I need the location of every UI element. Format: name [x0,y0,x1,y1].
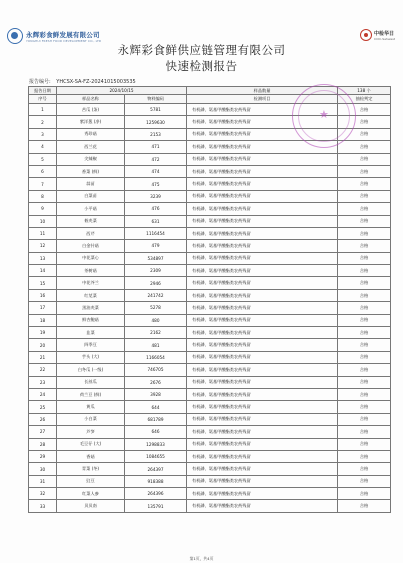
row-sample-name: 香菇 [57,450,125,462]
row-test-item: 有机磷、氨基甲酸酯类农药残留 [187,227,338,239]
table-row [29,475,391,487]
row-seq: 15 [29,277,57,289]
row-sample-name: 苦瓜 (条) [57,103,125,115]
row-seq: 30 [29,463,57,475]
row-sample-name: 白冬瓜 (一级) [57,364,125,376]
row-seq: 9 [29,203,57,215]
row-material-code: 918388 [125,475,187,487]
row-sample-name: 芦笋 [57,426,125,438]
row-seq: 21 [29,351,57,363]
row-test-item: 有机磷、氨基甲酸酯类农药残留 [187,103,338,115]
row-result: 合格 [338,289,391,301]
row-test-item: 有机磷、氨基甲酸酯类农药残留 [187,215,338,227]
row-test-item: 有机磷、氨基甲酸酯类农药残留 [187,413,338,425]
table-row [29,116,391,128]
row-seq: 18 [29,314,57,326]
row-test-item: 有机磷、氨基甲酸酯类农药残留 [187,500,338,512]
row-seq: 1 [29,103,57,115]
row-sample-name: 红苋菜 [57,289,125,301]
row-material-code: 2153 [125,128,187,140]
row-material-code: 3928 [125,388,187,400]
table-row [29,438,391,450]
row-material-code: 2162 [125,327,187,339]
row-seq: 28 [29,438,57,450]
partner-logo-english: CCIC-Sehwest [374,36,395,41]
row-result: 合格 [338,302,391,314]
row-result: 合格 [338,240,391,252]
row-result: 合格 [338,128,391,140]
table-row [29,128,391,140]
table-row [29,103,391,115]
table-row [29,302,391,314]
row-seq: 23 [29,376,57,388]
row-test-item: 有机磷、氨基甲酸酯类农药残留 [187,128,338,140]
row-sample-name: 毛豆仔 (大) [57,438,125,450]
row-sample-name: 小白菜 [57,413,125,425]
row-material-code: 135791 [125,500,187,512]
row-seq: 19 [29,327,57,339]
row-test-item: 有机磷、氨基甲酸酯类农药残留 [187,463,338,475]
row-material-code: 5781 [125,103,187,115]
row-test-item: 有机磷、氨基甲酸酯类农药残留 [187,475,338,487]
row-result: 合格 [338,426,391,438]
row-result: 合格 [338,227,391,239]
row-sample-name: 香菜 (鲜) [57,165,125,177]
row-material-code: 264397 [125,463,187,475]
row-sample-name: 西芹 [57,227,125,239]
row-sample-name: 韭菜 [57,327,125,339]
results-table [28,86,391,513]
table-row [29,463,391,475]
row-test-item: 有机磷、氨基甲酸酯类农药残留 [187,203,338,215]
row-material-code: 472 [125,153,187,165]
table-row [29,252,391,264]
row-material-code: 3239 [125,190,187,202]
column-header-code: 物料编码 [125,95,187,104]
report-number-value: YHCSX-SA-FZ-20241015003535 [56,79,136,85]
row-material-code: 474 [125,165,187,177]
row-result: 合格 [338,203,391,215]
row-sample-name: 黑油麦菜 [57,302,125,314]
row-result: 合格 [338,153,391,165]
table-row [29,426,391,438]
row-material-code: 534897 [125,252,187,264]
row-seq: 6 [29,165,57,177]
table-row [29,178,391,190]
row-material-code: 241742 [125,289,187,301]
row-seq: 5 [29,153,57,165]
row-material-code: 2676 [125,376,187,388]
table-row [29,376,391,388]
row-result: 合格 [338,413,391,425]
partner-logo-name: 中检华日 [374,30,395,37]
row-test-item: 有机磷、氨基甲酸酯类农药残留 [187,165,338,177]
row-result: 合格 [338,314,391,326]
row-material-code: 1084655 [125,450,187,462]
row-material-code: 480 [125,314,187,326]
row-test-item: 有机磷、氨基甲酸酯类农药残留 [187,450,338,462]
row-material-code: 471 [125,141,187,153]
row-result: 合格 [338,178,391,190]
row-test-item: 有机磷、氨基甲酸酯类农药残留 [187,289,338,301]
table-row [29,227,391,239]
row-test-item: 有机磷、氨基甲酸酯类农药残留 [187,178,338,190]
row-seq: 12 [29,240,57,252]
row-sample-name: 荷兰豆 (鲜) [57,388,125,400]
row-result: 合格 [338,277,391,289]
row-seq: 22 [29,364,57,376]
company-title: 永辉彩食鲜供应链管理有限公司 [117,43,286,57]
column-header-name: 样品名称 [57,95,125,104]
row-test-item: 有机磷、氨基甲酸酯类农药残留 [187,364,338,376]
row-seq: 29 [29,450,57,462]
row-result: 合格 [338,463,391,475]
row-test-item: 有机磷、氨基甲酸酯类农药残留 [187,438,338,450]
row-test-item: 有机磷、氨基甲酸酯类农药残留 [187,339,338,351]
row-seq: 2 [29,116,57,128]
row-sample-name: 中花菜心 [57,252,125,264]
row-test-item: 有机磷、氨基甲酸酯类农药残留 [187,327,338,339]
row-test-item: 有机磷、氨基甲酸酯类农药残留 [187,376,338,388]
row-sample-name: 白菜苗 [57,190,125,202]
row-sample-name: 四季豆 [57,339,125,351]
report-date-label: 报告日期 [29,87,57,95]
report-info-row [29,87,391,95]
row-test-item: 有机磷、氨基甲酸酯类农药残留 [187,401,338,413]
row-sample-name: 小平菇 [57,203,125,215]
row-result: 合格 [338,500,391,512]
row-material-code: 1116454 [125,227,187,239]
row-test-item: 有机磷、氨基甲酸酯类农药残留 [187,190,338,202]
table-row [29,277,391,289]
row-seq: 27 [29,426,57,438]
table-row [29,364,391,376]
row-sample-name: 秀珍菇 [57,128,125,140]
row-test-item: 有机磷、氨基甲酸酯类农药残留 [187,116,338,128]
row-result: 合格 [338,190,391,202]
row-material-code: 264396 [125,488,187,500]
row-result: 合格 [338,364,391,376]
row-seq: 20 [29,339,57,351]
row-result: 合格 [338,401,391,413]
table-row [29,203,391,215]
row-test-item: 有机磷、氨基甲酸酯类农药残留 [187,277,338,289]
row-result: 合格 [338,438,391,450]
row-result: 合格 [338,215,391,227]
row-sample-name: 蒜苗 [57,178,125,190]
row-seq: 25 [29,401,57,413]
row-sample-name: 鲜杏鲍菇 [57,314,125,326]
row-test-item: 有机磷、氨基甲酸酯类农药残留 [187,488,338,500]
row-sample-name: 豇豆 [57,475,125,487]
row-test-item: 有机磷、氨基甲酸酯类农药残留 [187,252,338,264]
row-test-item: 有机磷、氨基甲酸酯类农药残留 [187,351,338,363]
row-material-code: 1166054 [125,351,187,363]
partner-logo [360,29,395,41]
row-seq: 31 [29,475,57,487]
table-row [29,388,391,400]
row-material-code: 646 [125,426,187,438]
table-row [29,401,391,413]
row-result: 合格 [338,488,391,500]
row-test-item: 有机磷、氨基甲酸酯类农药残留 [187,426,338,438]
table-row [29,265,391,277]
row-material-code: 479 [125,240,187,252]
row-seq: 14 [29,265,57,277]
row-material-code: 681789 [125,413,187,425]
row-seq: 8 [29,190,57,202]
row-material-code: 475 [125,178,187,190]
row-material-code: 644 [125,401,187,413]
row-test-item: 有机磷、氨基甲酸酯类农药残留 [187,265,338,277]
row-result: 合格 [338,327,391,339]
table-row [29,215,391,227]
row-result: 合格 [338,165,391,177]
report-number [29,78,136,85]
report-title: 快速检测报告 [165,59,238,73]
row-result: 合格 [338,339,391,351]
row-material-code: 631 [125,215,187,227]
row-material-code: 746705 [125,364,187,376]
row-seq: 32 [29,488,57,500]
column-header-result: 抽检判定 [338,95,391,104]
table-row [29,488,391,500]
row-result: 合格 [338,265,391,277]
row-sample-name: 中花芥兰 [57,277,125,289]
company-logo-english: YONGHUI FRESH FOOD DEVELOPMENT CO., LTD [26,38,102,43]
row-material-code: 1259630 [125,116,187,128]
table-row [29,500,391,512]
row-material-code: 2946 [125,277,187,289]
row-material-code: 476 [125,203,187,215]
row-result: 合格 [338,116,391,128]
row-sample-name: 紫洋葱 (净) [57,116,125,128]
row-result: 合格 [338,450,391,462]
row-sample-name: 红菜人参 [57,488,125,500]
row-material-code: 481 [125,339,187,351]
row-seq: 16 [29,289,57,301]
row-sample-name: 长丝瓜 [57,376,125,388]
row-sample-name: 贝贝南 [57,500,125,512]
sample-qty-label: 样品数量 [187,87,338,95]
report-date-value: 2024/10/15 [57,87,187,95]
row-seq: 7 [29,178,57,190]
row-material-code: 2309 [125,265,187,277]
row-seq: 4 [29,141,57,153]
company-logo-name: 永辉彩食鲜发展有限公司 [26,30,100,39]
report-number-label: 报告编号: [29,79,51,85]
sample-qty-value: 138 个 [338,87,391,95]
row-seq: 11 [29,227,57,239]
column-header-method: 检测项目 [187,95,338,104]
row-sample-name: 莜麦菜 [57,215,125,227]
stamp-star-icon: ★ [319,108,329,121]
row-test-item: 有机磷、氨基甲酸酯类农药残留 [187,240,338,252]
row-sample-name: 芋头 (大) [57,351,125,363]
row-seq: 24 [29,388,57,400]
table-row [29,240,391,252]
column-header-seq: 序号 [29,95,57,104]
table-row [29,314,391,326]
row-seq: 17 [29,302,57,314]
table-row [29,141,391,153]
table-row [29,413,391,425]
row-seq: 3 [29,128,57,140]
row-result: 合格 [338,475,391,487]
table-row [29,153,391,165]
table-row [29,190,391,202]
table-row [29,339,391,351]
row-sample-name: 茶树菇 [57,265,125,277]
column-header-row [29,95,391,104]
row-seq: 33 [29,500,57,512]
row-seq: 26 [29,413,57,425]
row-sample-name: 尖辣椒 [57,153,125,165]
row-test-item: 有机磷、氨基甲酸酯类农药残留 [187,141,338,153]
row-result: 合格 [338,141,391,153]
row-result: 合格 [338,252,391,264]
row-seq: 10 [29,215,57,227]
table-row [29,165,391,177]
row-material-code: 5278 [125,302,187,314]
row-material-code: 1298833 [125,438,187,450]
row-sample-name: 青菜 (冬) [57,463,125,475]
page-footer: 第1页，共4页 [189,556,214,561]
row-result: 合格 [338,388,391,400]
row-test-item: 有机磷、氨基甲酸酯类农药残留 [187,314,338,326]
table-row [29,327,391,339]
partner-logo-icon [360,29,372,41]
row-sample-name: 白金针菇 [57,240,125,252]
row-test-item: 有机磷、氨基甲酸酯类农药残留 [187,302,338,314]
row-result: 合格 [338,103,391,115]
table-row [29,289,391,301]
row-seq: 13 [29,252,57,264]
row-sample-name: 黄瓜 [57,401,125,413]
table-row [29,450,391,462]
row-test-item: 有机磷、氨基甲酸酯类农药残留 [187,153,338,165]
table-row [29,351,391,363]
row-sample-name: 西兰花 [57,141,125,153]
row-result: 合格 [338,351,391,363]
row-result: 合格 [338,376,391,388]
row-test-item: 有机磷、氨基甲酸酯类农药残留 [187,388,338,400]
